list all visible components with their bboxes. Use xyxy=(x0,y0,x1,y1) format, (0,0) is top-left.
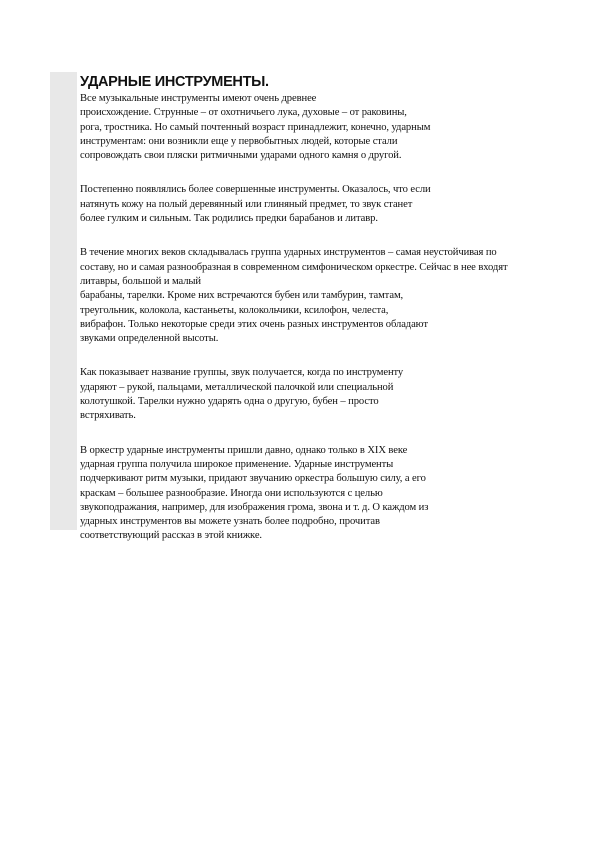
paragraph xyxy=(80,246,580,346)
text-line: происхождение. Струнные – от охотничьего лука, духовые – от раковины, xyxy=(80,107,407,119)
paragraph xyxy=(80,183,580,226)
paragraph xyxy=(80,366,580,423)
text-line: колотушкой. Тарелки нужно ударять одна о другую, бубен – просто xyxy=(80,396,379,408)
text-line: составу, но и самая разнообразная в современном симфоническом оркестре. Сейчас в нее входят xyxy=(80,261,508,273)
text-line: встряхивать. xyxy=(80,410,136,422)
text-line: ударная группа получила широкое применение. Ударные инструменты xyxy=(80,458,394,470)
document-body xyxy=(80,74,580,564)
text-line: Как показывает название группы, звук получается, когда по инструменту xyxy=(80,367,404,379)
text-line: инструментам: они возникли еще у первобытных людей, которые стали xyxy=(80,135,398,147)
paragraph xyxy=(80,92,580,163)
text-line: Все музыкальные инструменты имеют очень древнее xyxy=(80,93,317,104)
text-line: треугольник, колокола, кастаньеты, колокольчики, ксилофон, челеста, xyxy=(80,304,389,316)
text-line: Постепенно появлялись более совершенные инструменты. Оказалось, что если xyxy=(80,184,431,196)
text-line: подчеркивают ритм музыки, придают звучанию оркестра большую силу, а его xyxy=(80,473,426,485)
text-line: натянуть кожу на полый деревянный или глиняный предмет, то звук станет xyxy=(80,198,413,210)
text-line: В оркестр ударные инструменты пришли давно, однако только в XIX веке xyxy=(80,444,408,456)
paragraph-container xyxy=(80,92,580,544)
text-line: В течение многих веков складывалась группа ударных инструментов – самая неустойчивая по xyxy=(80,247,497,259)
text-line: барабаны, тарелки. Кроме них встречаются бубен или тамбурин, тамтам, xyxy=(80,290,404,302)
text-line: более гулким и сильным. Так родились предки барабанов и литавр. xyxy=(80,213,378,225)
text-line: вибрафон. Только некоторые среди этих очень разных инструментов обладают xyxy=(80,318,428,330)
margin-shading-bar xyxy=(50,72,77,530)
text-line: ударяют – рукой, пальцами, металлической палочкой или специальной xyxy=(80,381,394,393)
text-line: соответствующий рассказ в этой книжке. xyxy=(80,530,262,542)
text-line: ударных инструментов вы можете узнать более подробно, прочитав xyxy=(80,516,380,528)
text-line: сопровождать свои пляски ритмичными ударами одного камня о другой. xyxy=(80,150,402,162)
text-line: звуками определенной высоты. xyxy=(80,333,219,345)
text-line: краскам – большее разнообразие. Иногда они используются с целью xyxy=(80,487,383,499)
text-line: литавры, большой и малый xyxy=(80,275,201,287)
text-line: рога, тростника. Но самый почтенный возраст принадлежит, конечно, ударным xyxy=(80,121,431,133)
text-line: звукоподражания, например, для изображения грома, звона и т. д. О каждом из xyxy=(80,501,429,513)
page-title: УДАРНЫЕ ИНСТРУМЕНТЫ. xyxy=(80,74,269,90)
paragraph xyxy=(80,444,580,544)
